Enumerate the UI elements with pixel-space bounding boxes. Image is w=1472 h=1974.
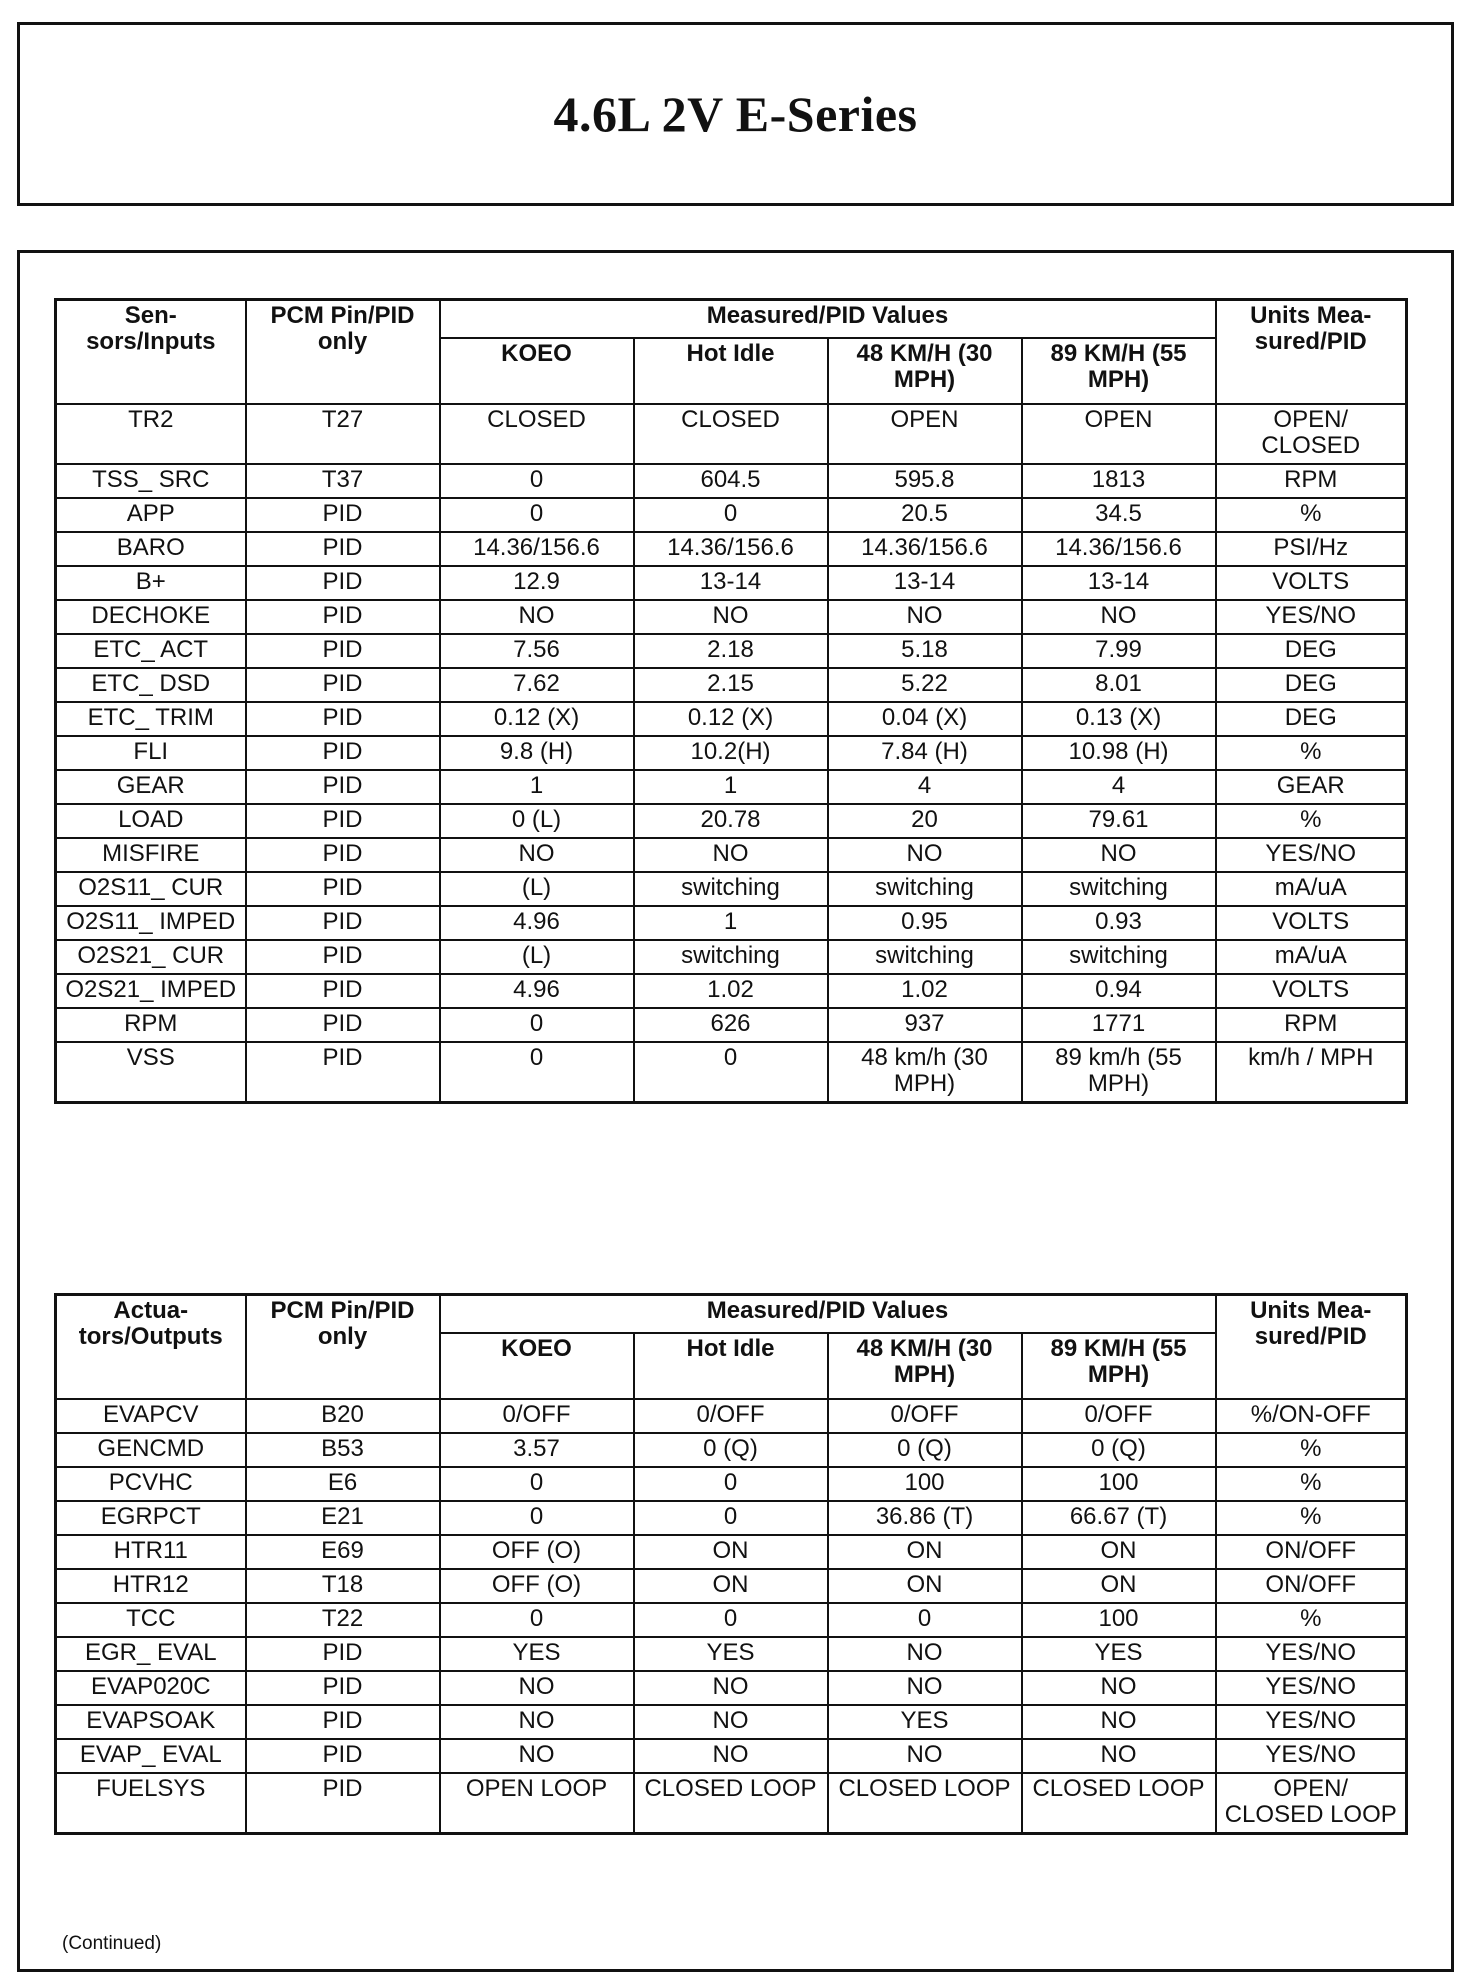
actuator-cell-55-mph: ON xyxy=(1022,1569,1216,1603)
sensor-cell-units: mA/uA xyxy=(1216,872,1407,906)
sensor-cell-units: GEAR xyxy=(1216,770,1407,804)
actuator-cell-units: YES/NO xyxy=(1216,1705,1407,1739)
actuator-cell-hot-idle: CLOSED LOOP xyxy=(634,1773,828,1834)
sensor-cell-units: % xyxy=(1216,736,1407,770)
actuator-cell-30-mph: NO xyxy=(828,1671,1022,1705)
sensor-cell-pcm-pin: PID xyxy=(246,600,440,634)
sensor-cell-name: DECHOKE xyxy=(56,600,246,634)
continued-note: (Continued) xyxy=(62,1933,162,1954)
sensor-row xyxy=(56,532,1407,566)
header-30-mph: 48 KM/H (30 MPH) xyxy=(828,338,1022,404)
sensor-cell-name: RPM xyxy=(56,1008,246,1042)
sensor-cell-units: DEG xyxy=(1216,702,1407,736)
sensor-cell-koeo: 12.9 xyxy=(440,566,634,600)
sensor-cell-pcm-pin: PID xyxy=(246,906,440,940)
sensor-cell-units: DEG xyxy=(1216,634,1407,668)
actuator-row xyxy=(56,1603,1407,1637)
sensor-cell-pcm-pin: PID xyxy=(246,770,440,804)
actuator-row xyxy=(56,1773,1407,1834)
actuator-cell-55-mph: 0/OFF xyxy=(1022,1399,1216,1433)
sensor-cell-30-mph: switching xyxy=(828,872,1022,906)
sensor-row xyxy=(56,906,1407,940)
actuator-cell-hot-idle: 0 (Q) xyxy=(634,1433,828,1467)
actuator-cell-pcm-pin: PID xyxy=(246,1637,440,1671)
actuator-cell-30-mph: 0 xyxy=(828,1603,1022,1637)
actuator-cell-units: % xyxy=(1216,1467,1407,1501)
actuator-cell-name: HTR11 xyxy=(56,1535,246,1569)
sensor-cell-units: YES/NO xyxy=(1216,838,1407,872)
sensor-cell-30-mph: 4 xyxy=(828,770,1022,804)
sensor-cell-55-mph: 0.94 xyxy=(1022,974,1216,1008)
sensor-cell-hot-idle: 0 xyxy=(634,1042,828,1103)
sensor-cell-55-mph: OPEN xyxy=(1022,404,1216,464)
sensor-cell-30-mph: 13-14 xyxy=(828,566,1022,600)
sensor-cell-55-mph: 10.98 (H) xyxy=(1022,736,1216,770)
actuator-cell-koeo: 0 xyxy=(440,1501,634,1535)
sensor-cell-pcm-pin: PID xyxy=(246,634,440,668)
sensor-row xyxy=(56,974,1407,1008)
sensor-cell-hot-idle: 20.78 xyxy=(634,804,828,838)
actuator-cell-pcm-pin: E21 xyxy=(246,1501,440,1535)
sensor-cell-55-mph: 14.36/156.6 xyxy=(1022,532,1216,566)
actuator-cell-koeo: OFF (O) xyxy=(440,1569,634,1603)
sensor-row xyxy=(56,736,1407,770)
header-koeo: KOEO xyxy=(440,338,634,404)
sensor-cell-55-mph: switching xyxy=(1022,872,1216,906)
sensor-cell-30-mph: 595.8 xyxy=(828,464,1022,498)
sensor-cell-name: ETC_ ACT xyxy=(56,634,246,668)
actuator-cell-koeo: 0/OFF xyxy=(440,1399,634,1433)
sensor-cell-pcm-pin: PID xyxy=(246,804,440,838)
actuator-row xyxy=(56,1569,1407,1603)
sensor-cell-55-mph: 89 km/h (55 MPH) xyxy=(1022,1042,1216,1103)
actuator-cell-name: EGR_ EVAL xyxy=(56,1637,246,1671)
sensor-cell-koeo: 0 xyxy=(440,498,634,532)
actuator-cell-koeo: NO xyxy=(440,1705,634,1739)
header-55-mph: 89 KM/H (55 MPH) xyxy=(1022,1333,1216,1399)
sensor-cell-hot-idle: 2.15 xyxy=(634,668,828,702)
sensor-cell-hot-idle: 2.18 xyxy=(634,634,828,668)
actuator-cell-pcm-pin: E6 xyxy=(246,1467,440,1501)
sensor-cell-30-mph: 1.02 xyxy=(828,974,1022,1008)
sensor-row xyxy=(56,404,1407,464)
sensor-cell-koeo: 14.36/156.6 xyxy=(440,532,634,566)
header-pcm-pin: PCM Pin/PID only xyxy=(246,1295,440,1399)
sensor-cell-55-mph: 34.5 xyxy=(1022,498,1216,532)
sensor-cell-hot-idle: 1.02 xyxy=(634,974,828,1008)
actuator-cell-30-mph: NO xyxy=(828,1739,1022,1773)
sensor-cell-pcm-pin: PID xyxy=(246,498,440,532)
sensor-cell-30-mph: NO xyxy=(828,838,1022,872)
actuator-row xyxy=(56,1501,1407,1535)
actuator-row xyxy=(56,1433,1407,1467)
actuator-row xyxy=(56,1705,1407,1739)
sensor-cell-name: BARO xyxy=(56,532,246,566)
actuator-cell-units: % xyxy=(1216,1433,1407,1467)
sensors-table xyxy=(54,298,1408,1104)
sensor-cell-name: MISFIRE xyxy=(56,838,246,872)
sensor-cell-pcm-pin: T37 xyxy=(246,464,440,498)
sensor-cell-hot-idle: 10.2(H) xyxy=(634,736,828,770)
actuator-cell-hot-idle: NO xyxy=(634,1671,828,1705)
actuator-cell-hot-idle: 0 xyxy=(634,1603,828,1637)
header-pcm-pin: PCM Pin/PID only xyxy=(246,300,440,404)
sensor-cell-koeo: NO xyxy=(440,838,634,872)
actuator-cell-pcm-pin: PID xyxy=(246,1671,440,1705)
header-sensors-inputs: Sen-sors/Inputs xyxy=(56,300,246,404)
actuator-cell-units: ON/OFF xyxy=(1216,1569,1407,1603)
sensor-cell-hot-idle: 626 xyxy=(634,1008,828,1042)
sensor-cell-hot-idle: 1 xyxy=(634,906,828,940)
sensor-cell-55-mph: 8.01 xyxy=(1022,668,1216,702)
actuator-cell-55-mph: NO xyxy=(1022,1671,1216,1705)
actuator-cell-name: HTR12 xyxy=(56,1569,246,1603)
actuator-cell-hot-idle: YES xyxy=(634,1637,828,1671)
header-30-mph: 48 KM/H (30 MPH) xyxy=(828,1333,1022,1399)
actuator-cell-hot-idle: ON xyxy=(634,1535,828,1569)
sensor-cell-55-mph: NO xyxy=(1022,600,1216,634)
actuator-cell-koeo: NO xyxy=(440,1739,634,1773)
sensor-cell-units: DEG xyxy=(1216,668,1407,702)
actuator-cell-koeo: OPEN LOOP xyxy=(440,1773,634,1834)
actuator-cell-koeo: 0 xyxy=(440,1603,634,1637)
actuator-cell-koeo: 0 xyxy=(440,1467,634,1501)
sensor-cell-30-mph: switching xyxy=(828,940,1022,974)
sensor-cell-koeo: 0 xyxy=(440,464,634,498)
actuator-cell-units: % xyxy=(1216,1501,1407,1535)
actuator-cell-pcm-pin: B53 xyxy=(246,1433,440,1467)
actuator-cell-koeo: YES xyxy=(440,1637,634,1671)
header-measured-values: Measured/PID Values xyxy=(440,300,1216,338)
actuator-cell-pcm-pin: T22 xyxy=(246,1603,440,1637)
sensor-cell-55-mph: 1813 xyxy=(1022,464,1216,498)
sensor-cell-hot-idle: 604.5 xyxy=(634,464,828,498)
actuator-cell-units: %/ON-OFF xyxy=(1216,1399,1407,1433)
sensor-cell-55-mph: 13-14 xyxy=(1022,566,1216,600)
sensor-cell-units: mA/uA xyxy=(1216,940,1407,974)
sensor-cell-koeo: NO xyxy=(440,600,634,634)
actuator-cell-hot-idle: 0 xyxy=(634,1501,828,1535)
sensor-cell-name: LOAD xyxy=(56,804,246,838)
actuator-row xyxy=(56,1671,1407,1705)
actuator-row xyxy=(56,1467,1407,1501)
actuator-cell-55-mph: 100 xyxy=(1022,1467,1216,1501)
actuator-cell-name: PCVHC xyxy=(56,1467,246,1501)
sensor-cell-hot-idle: CLOSED xyxy=(634,404,828,464)
sensor-row xyxy=(56,1042,1407,1103)
header-units: Units Mea-sured/PID xyxy=(1216,300,1407,404)
actuator-cell-30-mph: 0/OFF xyxy=(828,1399,1022,1433)
sensor-cell-30-mph: 0.95 xyxy=(828,906,1022,940)
sensor-cell-name: VSS xyxy=(56,1042,246,1103)
actuator-cell-pcm-pin: T18 xyxy=(246,1569,440,1603)
actuator-cell-name: EVAP020C xyxy=(56,1671,246,1705)
sensor-cell-55-mph: 7.99 xyxy=(1022,634,1216,668)
sensor-cell-name: O2S21_ IMPED xyxy=(56,974,246,1008)
sensor-cell-units: PSI/Hz xyxy=(1216,532,1407,566)
sensor-cell-name: APP xyxy=(56,498,246,532)
actuator-row xyxy=(56,1399,1407,1433)
sensor-row xyxy=(56,566,1407,600)
actuator-cell-koeo: NO xyxy=(440,1671,634,1705)
sensor-cell-30-mph: 5.18 xyxy=(828,634,1022,668)
sensor-cell-hot-idle: 0.12 (X) xyxy=(634,702,828,736)
actuator-cell-hot-idle: NO xyxy=(634,1705,828,1739)
sensor-cell-units: km/h / MPH xyxy=(1216,1042,1407,1103)
sensor-cell-units: YES/NO xyxy=(1216,600,1407,634)
sensor-cell-30-mph: 20.5 xyxy=(828,498,1022,532)
sensor-row xyxy=(56,770,1407,804)
sensor-cell-units: RPM xyxy=(1216,1008,1407,1042)
sensor-cell-name: ETC_ TRIM xyxy=(56,702,246,736)
sensor-cell-hot-idle: 0 xyxy=(634,498,828,532)
actuator-cell-units: YES/NO xyxy=(1216,1671,1407,1705)
sensor-cell-pcm-pin: PID xyxy=(246,702,440,736)
actuator-cell-pcm-pin: B20 xyxy=(246,1399,440,1433)
sensor-cell-hot-idle: 13-14 xyxy=(634,566,828,600)
sensor-cell-pcm-pin: T27 xyxy=(246,404,440,464)
sensor-row xyxy=(56,804,1407,838)
actuator-cell-units: % xyxy=(1216,1603,1407,1637)
actuator-cell-30-mph: YES xyxy=(828,1705,1022,1739)
page-title: 4.6L 2V E-Series xyxy=(553,86,918,142)
content-box xyxy=(17,250,1454,1972)
sensor-cell-koeo: 1 xyxy=(440,770,634,804)
sensor-cell-30-mph: 5.22 xyxy=(828,668,1022,702)
sensor-cell-30-mph: 20 xyxy=(828,804,1022,838)
sensor-cell-koeo: 0 xyxy=(440,1042,634,1103)
sensor-cell-name: O2S21_ CUR xyxy=(56,940,246,974)
sensor-cell-55-mph: switching xyxy=(1022,940,1216,974)
actuator-cell-name: FUELSYS xyxy=(56,1773,246,1834)
sensor-cell-55-mph: NO xyxy=(1022,838,1216,872)
sensor-row xyxy=(56,464,1407,498)
sensor-cell-30-mph: OPEN xyxy=(828,404,1022,464)
sensor-row xyxy=(56,600,1407,634)
header-hot-idle: Hot Idle xyxy=(634,1333,828,1399)
actuator-row xyxy=(56,1535,1407,1569)
sensor-cell-units: VOLTS xyxy=(1216,566,1407,600)
actuator-cell-koeo: OFF (O) xyxy=(440,1535,634,1569)
header-55-mph: 89 KM/H (55 MPH) xyxy=(1022,338,1216,404)
actuator-row xyxy=(56,1739,1407,1773)
actuator-cell-koeo: 3.57 xyxy=(440,1433,634,1467)
actuators-table xyxy=(54,1293,1408,1835)
sensor-cell-55-mph: 1771 xyxy=(1022,1008,1216,1042)
actuator-cell-name: EGRPCT xyxy=(56,1501,246,1535)
actuator-cell-name: EVAPSOAK xyxy=(56,1705,246,1739)
sensor-cell-koeo: 4.96 xyxy=(440,974,634,1008)
actuator-cell-55-mph: YES xyxy=(1022,1637,1216,1671)
actuator-cell-pcm-pin: PID xyxy=(246,1773,440,1834)
actuator-cell-55-mph: NO xyxy=(1022,1739,1216,1773)
sensor-cell-koeo: 9.8 (H) xyxy=(440,736,634,770)
sensor-cell-units: VOLTS xyxy=(1216,974,1407,1008)
sensor-cell-koeo: 4.96 xyxy=(440,906,634,940)
sensor-cell-name: O2S11_ IMPED xyxy=(56,906,246,940)
sensor-cell-55-mph: 79.61 xyxy=(1022,804,1216,838)
title-box xyxy=(17,22,1454,206)
actuator-cell-name: TCC xyxy=(56,1603,246,1637)
sensor-cell-pcm-pin: PID xyxy=(246,1042,440,1103)
header-hot-idle: Hot Idle xyxy=(634,338,828,404)
header-units: Units Mea-sured/PID xyxy=(1216,1295,1407,1399)
actuator-cell-55-mph: NO xyxy=(1022,1705,1216,1739)
actuator-cell-hot-idle: NO xyxy=(634,1739,828,1773)
sensor-cell-name: FLI xyxy=(56,736,246,770)
actuator-cell-hot-idle: 0 xyxy=(634,1467,828,1501)
sensor-cell-hot-idle: 14.36/156.6 xyxy=(634,532,828,566)
sensor-cell-koeo: (L) xyxy=(440,940,634,974)
sensor-cell-units: VOLTS xyxy=(1216,906,1407,940)
sensor-cell-pcm-pin: PID xyxy=(246,1008,440,1042)
actuator-cell-hot-idle: 0/OFF xyxy=(634,1399,828,1433)
sensor-cell-pcm-pin: PID xyxy=(246,668,440,702)
sensor-cell-koeo: 0.12 (X) xyxy=(440,702,634,736)
sensor-row xyxy=(56,838,1407,872)
sensor-cell-koeo: CLOSED xyxy=(440,404,634,464)
sensor-cell-hot-idle: 1 xyxy=(634,770,828,804)
sensors-table-body xyxy=(56,404,1407,1103)
sensor-cell-units: RPM xyxy=(1216,464,1407,498)
actuator-cell-55-mph: 100 xyxy=(1022,1603,1216,1637)
sensor-cell-koeo: 0 xyxy=(440,1008,634,1042)
sensor-cell-30-mph: 14.36/156.6 xyxy=(828,532,1022,566)
sensor-cell-hot-idle: switching xyxy=(634,872,828,906)
actuator-cell-30-mph: CLOSED LOOP xyxy=(828,1773,1022,1834)
actuator-cell-units: OPEN/ CLOSED LOOP xyxy=(1216,1773,1407,1834)
sensor-cell-pcm-pin: PID xyxy=(246,872,440,906)
actuator-cell-30-mph: ON xyxy=(828,1569,1022,1603)
sensor-cell-name: TSS_ SRC xyxy=(56,464,246,498)
actuator-cell-pcm-pin: PID xyxy=(246,1705,440,1739)
sensor-cell-pcm-pin: PID xyxy=(246,974,440,1008)
sensor-cell-units: % xyxy=(1216,498,1407,532)
actuator-cell-units: YES/NO xyxy=(1216,1739,1407,1773)
actuator-cell-30-mph: ON xyxy=(828,1535,1022,1569)
actuator-cell-30-mph: NO xyxy=(828,1637,1022,1671)
actuator-cell-55-mph: ON xyxy=(1022,1535,1216,1569)
sensor-cell-hot-idle: NO xyxy=(634,838,828,872)
actuator-cell-30-mph: 100 xyxy=(828,1467,1022,1501)
sensor-row xyxy=(56,872,1407,906)
actuator-cell-units: YES/NO xyxy=(1216,1637,1407,1671)
sensor-cell-pcm-pin: PID xyxy=(246,566,440,600)
header-koeo: KOEO xyxy=(440,1333,634,1399)
actuator-cell-55-mph: 66.67 (T) xyxy=(1022,1501,1216,1535)
sensor-cell-30-mph: 937 xyxy=(828,1008,1022,1042)
sensor-cell-name: GEAR xyxy=(56,770,246,804)
sensor-cell-name: TR2 xyxy=(56,404,246,464)
sensor-cell-koeo: 7.56 xyxy=(440,634,634,668)
actuator-cell-name: EVAP_ EVAL xyxy=(56,1739,246,1773)
sensor-cell-koeo: 0 (L) xyxy=(440,804,634,838)
sensor-cell-name: B+ xyxy=(56,566,246,600)
header-actuators-outputs: Actua-tors/Outputs xyxy=(56,1295,246,1399)
actuator-cell-55-mph: 0 (Q) xyxy=(1022,1433,1216,1467)
sensor-cell-55-mph: 4 xyxy=(1022,770,1216,804)
sensor-cell-units: % xyxy=(1216,804,1407,838)
actuator-cell-pcm-pin: E69 xyxy=(246,1535,440,1569)
sensor-cell-pcm-pin: PID xyxy=(246,532,440,566)
actuator-cell-units: ON/OFF xyxy=(1216,1535,1407,1569)
sensor-row xyxy=(56,1008,1407,1042)
actuator-cell-hot-idle: ON xyxy=(634,1569,828,1603)
sensor-cell-pcm-pin: PID xyxy=(246,838,440,872)
sensor-row xyxy=(56,498,1407,532)
actuator-row xyxy=(56,1637,1407,1671)
sensor-cell-pcm-pin: PID xyxy=(246,940,440,974)
actuator-cell-pcm-pin: PID xyxy=(246,1739,440,1773)
sensor-cell-30-mph: 48 km/h (30 MPH) xyxy=(828,1042,1022,1103)
actuator-cell-name: GENCMD xyxy=(56,1433,246,1467)
sensor-row xyxy=(56,668,1407,702)
sensor-cell-hot-idle: NO xyxy=(634,600,828,634)
actuators-table-body xyxy=(56,1399,1407,1834)
actuator-cell-55-mph: CLOSED LOOP xyxy=(1022,1773,1216,1834)
actuator-cell-30-mph: 36.86 (T) xyxy=(828,1501,1022,1535)
sensor-cell-koeo: 7.62 xyxy=(440,668,634,702)
sensor-cell-30-mph: 7.84 (H) xyxy=(828,736,1022,770)
sensor-row xyxy=(56,940,1407,974)
sensor-cell-55-mph: 0.93 xyxy=(1022,906,1216,940)
sensor-cell-55-mph: 0.13 (X) xyxy=(1022,702,1216,736)
sensor-cell-units: OPEN/ CLOSED xyxy=(1216,404,1407,464)
actuator-cell-30-mph: 0 (Q) xyxy=(828,1433,1022,1467)
sensor-row xyxy=(56,634,1407,668)
sensor-cell-30-mph: NO xyxy=(828,600,1022,634)
sensor-cell-name: ETC_ DSD xyxy=(56,668,246,702)
sensor-cell-30-mph: 0.04 (X) xyxy=(828,702,1022,736)
sensor-row xyxy=(56,702,1407,736)
actuator-cell-name: EVAPCV xyxy=(56,1399,246,1433)
header-measured-values: Measured/PID Values xyxy=(440,1295,1216,1333)
sensor-cell-name: O2S11_ CUR xyxy=(56,872,246,906)
sensor-cell-koeo: (L) xyxy=(440,872,634,906)
sensor-cell-pcm-pin: PID xyxy=(246,736,440,770)
sensor-cell-hot-idle: switching xyxy=(634,940,828,974)
